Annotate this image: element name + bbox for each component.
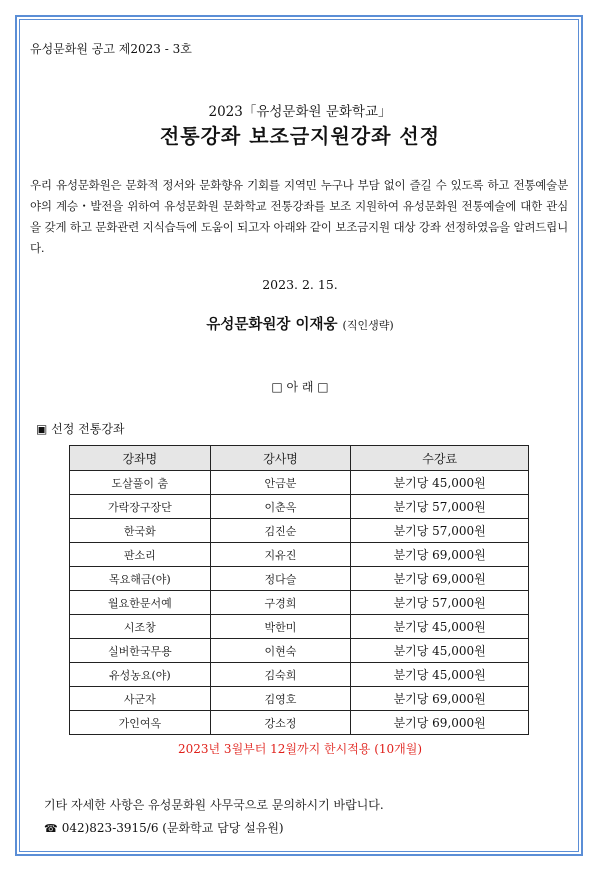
- signer-seal: (직인생략): [342, 319, 394, 332]
- course-fee: 분기당 45,000원: [351, 663, 529, 687]
- instructor-name: 이춘옥: [210, 495, 351, 519]
- table-row: [70, 567, 529, 591]
- table-row: [70, 687, 529, 711]
- instructor-name: 정다슬: [210, 567, 351, 591]
- course-name: 가인여옥: [70, 711, 211, 735]
- table-row: [70, 519, 529, 543]
- course-name: 판소리: [70, 543, 211, 567]
- instructor-name: 구경희: [210, 591, 351, 615]
- course-name: 사군자: [70, 687, 211, 711]
- phone-number-text: 042)823-3915/6 (문화학교 담당 설유원): [61, 821, 284, 835]
- course-fee: 분기당 69,000원: [351, 567, 529, 591]
- instructor-name: 이현숙: [210, 639, 351, 663]
- course-fee: 분기당 57,000원: [351, 591, 529, 615]
- notice-number: 유성문화원 공고 제2023 - 3호: [30, 42, 192, 56]
- document-title: 전통강좌 보조금지원강좌 선정: [159, 124, 441, 148]
- course-fee: 분기당 45,000원: [351, 615, 529, 639]
- course-name: 도살풀이 춤: [70, 471, 211, 495]
- course-fee: 분기당 69,000원: [351, 543, 529, 567]
- course-fee: 분기당 45,000원: [351, 639, 529, 663]
- course-name: 시조창: [70, 615, 211, 639]
- course-table: [69, 445, 529, 735]
- announcement-body: 우리 유성문화원은 문화적 정서와 문화향유 기회를 지역민 누구나 부담 없이 즐길 수 있도록 하고 전통예술분야의 계승・발전을 위하여 유성문화원 문화학교 전통강좌를 보조 지원하여 유성문화원 전통예술에 대한 관심을 갖게 하고 문화관련 지식습득에 도움이 되고자 아래와 같이 보조금지원 대상 강좌 선정하였음을 알려드립니다.: [30, 178, 568, 255]
- course-name: 실버한국무용: [70, 639, 211, 663]
- header-fee: 수강료: [351, 446, 529, 471]
- document-subtitle: 2023「유성문화원 문화학교」: [208, 104, 392, 120]
- course-name: 가락장구장단: [70, 495, 211, 519]
- table-row: [70, 711, 529, 735]
- table-row: [70, 663, 529, 687]
- course-name: 월요한문서예: [70, 591, 211, 615]
- course-fee: 분기당 45,000원: [351, 471, 529, 495]
- course-fee: 분기당 57,000원: [351, 495, 529, 519]
- course-name: 목요해금(야): [70, 567, 211, 591]
- table-row: [70, 543, 529, 567]
- table-row: [70, 615, 529, 639]
- course-name: 유성농요(야): [70, 663, 211, 687]
- signer-name: 유성문화원장 이재웅: [206, 316, 338, 333]
- phone-icon: ☎: [44, 822, 58, 835]
- header-instructor-name: 강사명: [210, 446, 351, 471]
- course-fee: 분기당 57,000원: [351, 519, 529, 543]
- instructor-name: 김숙희: [210, 663, 351, 687]
- table-row: [70, 639, 529, 663]
- contact-info-text: 기타 자세한 사항은 유성문화원 사무국으로 문의하시기 바랍니다.: [44, 798, 384, 812]
- instructor-name: 김영호: [210, 687, 351, 711]
- signer: [0, 313, 600, 334]
- announcement-date: 2023. 2. 15.: [262, 277, 338, 292]
- course-fee: 분기당 69,000원: [351, 711, 529, 735]
- instructor-name: 박한미: [210, 615, 351, 639]
- instructor-name: 강소정: [210, 711, 351, 735]
- below-heading: □ 아 래 □: [271, 380, 329, 394]
- period-note: 2023년 3월부터 12월까지 한시적용 (10개월): [177, 742, 423, 756]
- table-header-row: [70, 446, 529, 471]
- section-label: ▣ 선정 전통강좌: [36, 422, 125, 436]
- instructor-name: 안금분: [210, 471, 351, 495]
- table-row: [70, 471, 529, 495]
- contact-phone: [44, 819, 284, 836]
- instructor-name: 지유진: [210, 543, 351, 567]
- header-course-name: 강좌명: [70, 446, 211, 471]
- table-row: [70, 495, 529, 519]
- instructor-name: 김진순: [210, 519, 351, 543]
- course-name: 한국화: [70, 519, 211, 543]
- course-fee: 분기당 69,000원: [351, 687, 529, 711]
- table-row: [70, 591, 529, 615]
